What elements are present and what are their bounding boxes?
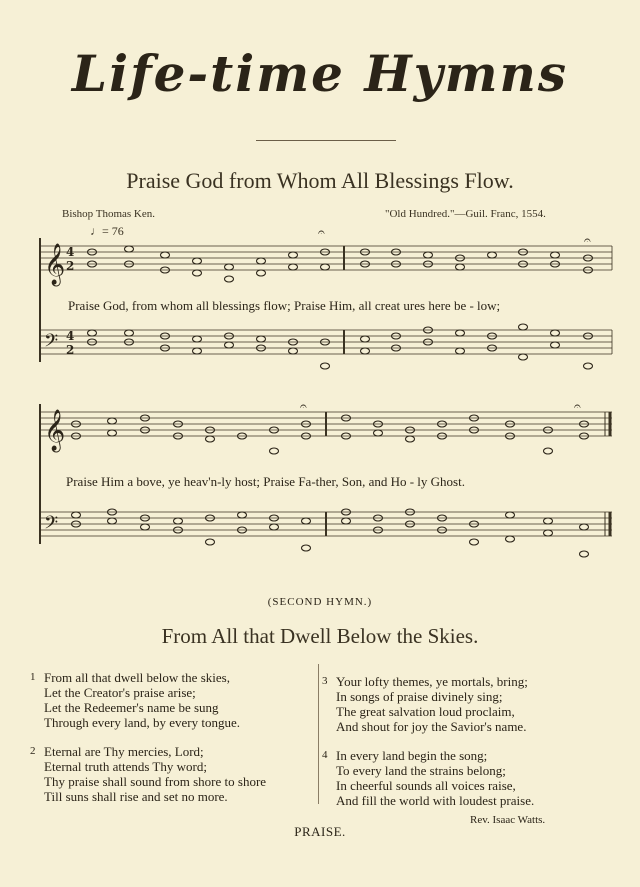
- stanza-line: Let the Redeemer's name be sung: [44, 700, 219, 715]
- stanza-line: Let the Creator's praise arise;: [44, 685, 196, 700]
- hymn1-lyrics-line2: Praise Him a bove, ye heav'n-ly host; Praise Fa-ther, Son, and Ho - ly Ghost.: [66, 474, 465, 489]
- svg-text:4: 4: [66, 245, 75, 259]
- svg-text:2: 2: [66, 259, 75, 273]
- book-title: Life-time Hymns: [71, 44, 569, 103]
- svg-text:𝄐: 𝄐: [584, 233, 591, 247]
- stanza-line: Till suns shall rise and set no more.: [44, 789, 228, 804]
- bass-clef-icon: 𝄢: [44, 513, 59, 538]
- stanza-number: 3: [322, 675, 328, 687]
- stanza-1: [30, 670, 241, 730]
- column-divider: [318, 664, 319, 804]
- svg-text:𝄐: 𝄐: [574, 399, 581, 413]
- staff-system1-bass: [40, 330, 612, 354]
- hymn1-tune-credit: "Old Hundred."—Guil. Franc, 1554.: [385, 208, 546, 220]
- stanza-line: Your lofty themes, ye mortals, bring;: [336, 674, 528, 689]
- stanza-line: And fill the world with loudest praise.: [336, 793, 535, 808]
- stanza-number: 2: [30, 745, 36, 757]
- hymn2-title: From All that Dwell Below the Skies.: [161, 624, 479, 648]
- tempo-marking: ♩= 76: [90, 224, 124, 238]
- stanza-line: Thy praise shall sound from shore to shore: [44, 774, 267, 789]
- svg-text:4: 4: [66, 329, 75, 343]
- stanza-4: [322, 748, 535, 808]
- treble-clef-icon: 𝄞: [44, 244, 66, 285]
- stanza-line: In songs of praise divinely sing;: [336, 689, 503, 704]
- stanza-line: In every land begin the song;: [336, 748, 488, 763]
- stanza-line: Eternal truth attends Thy word;: [44, 759, 207, 774]
- stanza-line: To every land the strains belong;: [336, 763, 506, 778]
- stanza-line: And shout for joy the Savior's name.: [336, 719, 527, 734]
- svg-text:𝄐: 𝄐: [318, 225, 325, 239]
- stanza-line: The great salvation loud proclaim,: [336, 704, 515, 719]
- stanza-line: Through every land, by every tongue.: [44, 715, 241, 730]
- stanza-2: [30, 744, 267, 804]
- hymn1-lyrics-line1: Praise God, from whom all blessings flow; Praise Him, all creat ures here be - low;: [68, 298, 501, 313]
- stanza-number: 1: [30, 671, 36, 683]
- second-hymn-label: (SECOND HYMN.): [267, 596, 373, 608]
- hymn2-author: Rev. Isaac Watts.: [470, 814, 546, 826]
- stanza-line: From all that dwell below the skies,: [44, 670, 230, 685]
- treble-clef-icon: 𝄞: [44, 410, 66, 451]
- stanza-line: In cheerful sounds all voices raise,: [336, 778, 516, 793]
- svg-text:2: 2: [66, 343, 75, 357]
- hymn1-author-credit: Bishop Thomas Ken.: [62, 208, 155, 220]
- svg-text:𝄐: 𝄐: [300, 399, 307, 413]
- page-footer: PRAISE.: [294, 824, 346, 839]
- stanza-line: Eternal are Thy mercies, Lord;: [44, 744, 204, 759]
- hymn1-title: Praise God from Whom All Blessings Flow.: [126, 168, 514, 193]
- bass-clef-icon: 𝄢: [44, 331, 59, 356]
- stanza-3: [322, 674, 528, 734]
- stanza-number: 4: [322, 749, 328, 761]
